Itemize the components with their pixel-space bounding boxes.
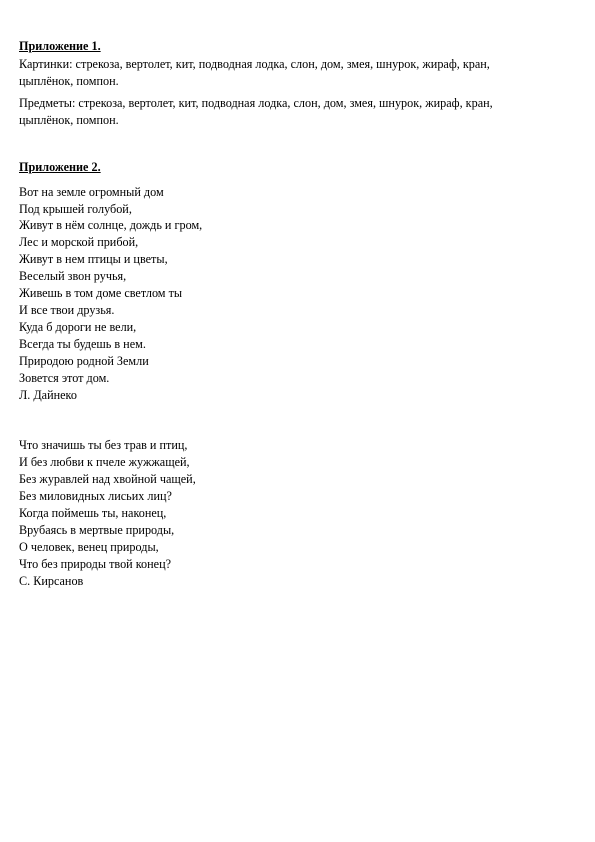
poem-line: Когда поймешь ты, наконец, xyxy=(19,506,167,521)
poem-line: Под крышей голубой, xyxy=(19,201,132,216)
poem-line: Что без природы твой конец? xyxy=(19,556,172,571)
appendix-1-heading: Приложение 1. xyxy=(19,39,101,53)
appendix-2-heading: Приложение 2. xyxy=(19,159,101,174)
poem-line: Зовется этот дом. xyxy=(19,370,110,385)
poem-line: Что значишь ты без трав и птиц, xyxy=(19,438,188,453)
poem-line: Без журавлей над хвойной чащей, xyxy=(19,472,196,487)
poem-author: Л. Дайнеко xyxy=(19,387,77,402)
poem-author: С. Кирсанов xyxy=(19,573,84,588)
objects-line: цыплёнок, помпон. xyxy=(19,112,119,127)
poem-kirsanov xyxy=(19,437,579,589)
poem-line: Живут в нём солнце, дождь и гром, xyxy=(19,218,203,233)
appendix-1-pictures xyxy=(19,56,579,90)
poem-dayneko xyxy=(19,184,579,404)
poem-line: Врубаясь в мертвые природы, xyxy=(19,522,175,537)
poem-line: Природою родной Земли xyxy=(19,353,149,368)
poem-line: Веселый звон ручья, xyxy=(19,269,127,284)
pictures-line: Картинки: стрекоза, вертолет, кит, подводная лодка, слон, дом, змея, шнурок, жираф, кран, xyxy=(19,57,490,71)
poem-line: И без любви к пчеле жужжащей, xyxy=(19,455,190,470)
poem-line: И все твои друзья. xyxy=(19,302,115,317)
poem-line: О человек, венец природы, xyxy=(19,539,159,554)
poem-line: Лес и морской прибой, xyxy=(19,235,139,250)
objects-line: Предметы: стрекоза, вертолет, кит, подводная лодка, слон, дом, змея, шнурок, жираф, кран, xyxy=(19,95,493,110)
poem-line: Живут в нем птицы и цветы, xyxy=(19,252,168,267)
appendix-1-objects xyxy=(19,95,579,129)
poem-line: Без миловидных лисьих лиц? xyxy=(19,489,172,504)
poem-line: Всегда ты будешь в нем. xyxy=(19,336,146,351)
poem-line: Вот на земле огромный дом xyxy=(19,184,164,199)
poem-line: Куда б дороги не вели, xyxy=(19,319,137,334)
pictures-line: цыплёнок, помпон. xyxy=(19,73,119,88)
poem-line: Живешь в том доме светлом ты xyxy=(19,286,183,301)
document-page xyxy=(19,38,579,590)
